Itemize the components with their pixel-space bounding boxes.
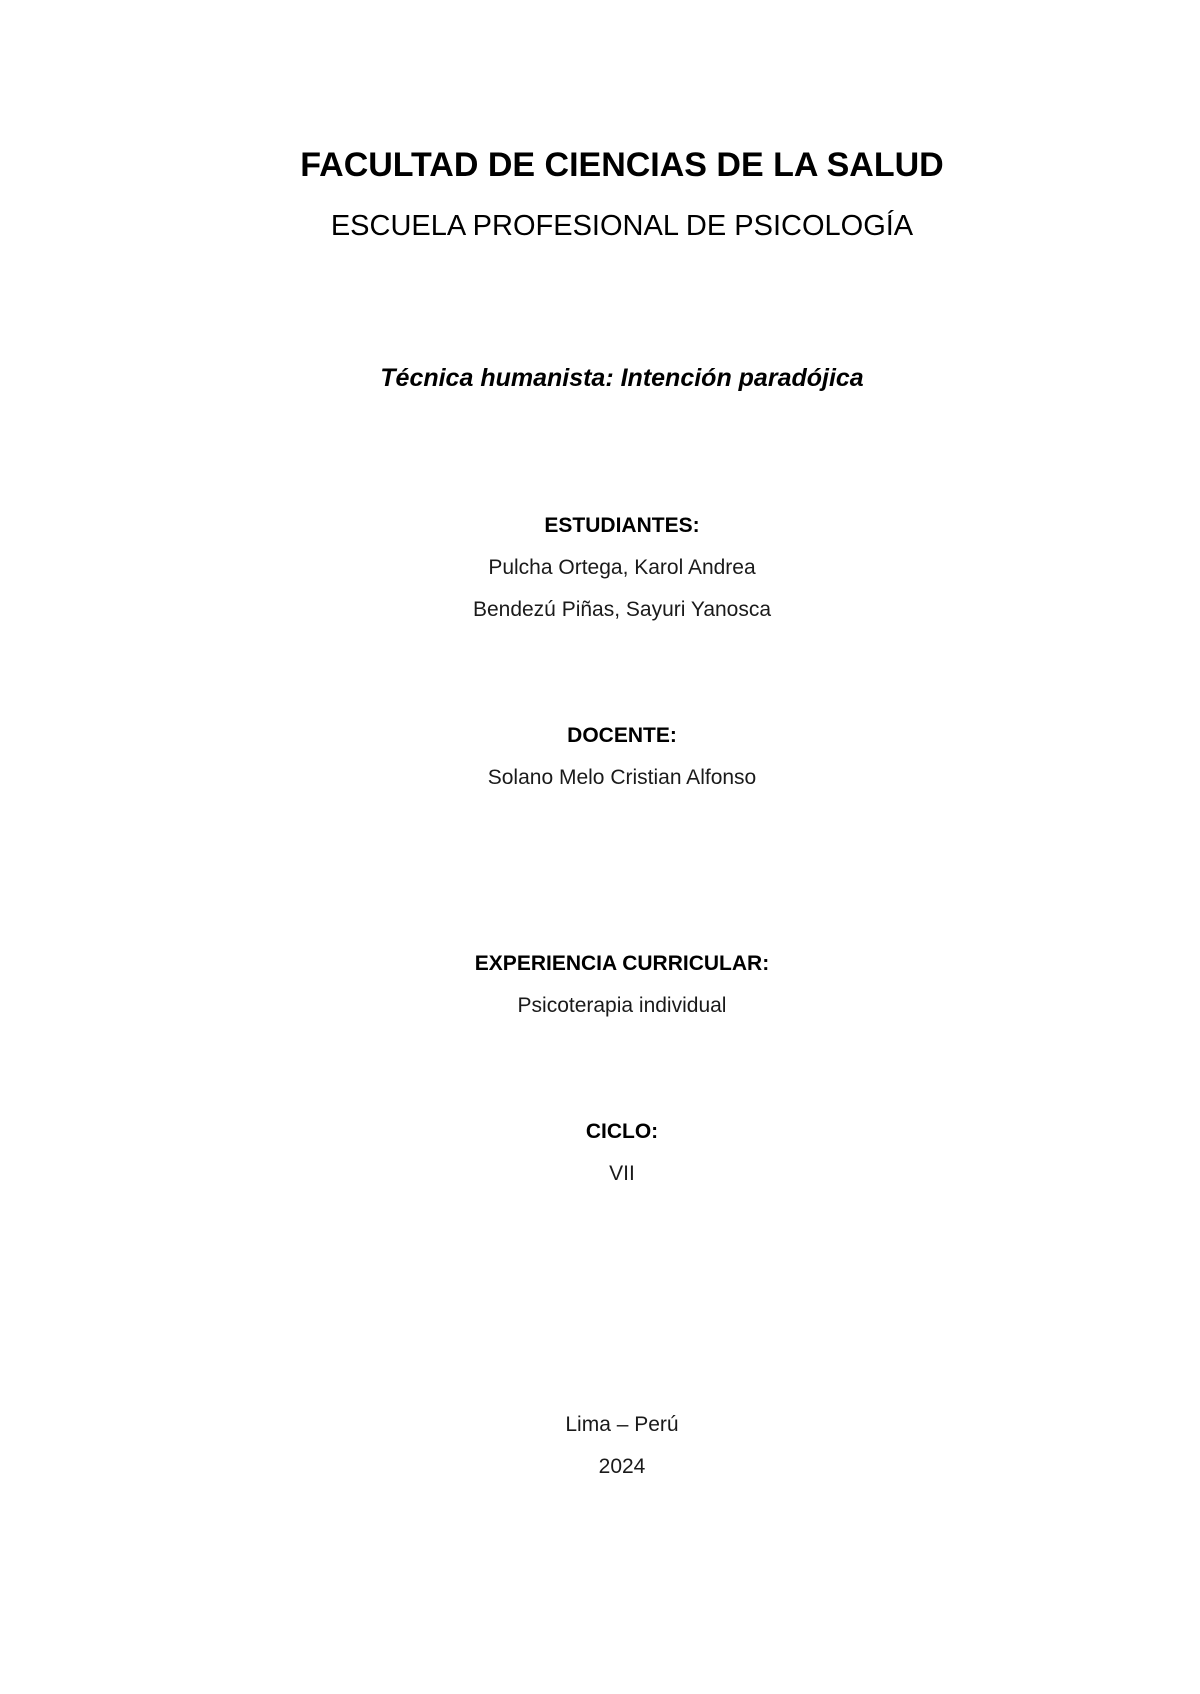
course-name: Psicoterapia individual [517, 994, 727, 1017]
year: 2024 [598, 1455, 646, 1478]
document-title: Técnica humanista: Intención paradójica [380, 364, 864, 392]
student-name: Pulcha Ortega, Karol Andrea [488, 556, 756, 579]
school-heading: ESCUELA PROFESIONAL DE PSICOLOGÍA [330, 210, 914, 242]
faculty-heading: FACULTAD DE CIENCIAS DE LA SALUD [300, 146, 944, 184]
cycle-value: VII [609, 1162, 635, 1185]
teacher-name: Solano Melo Cristian Alfonso [487, 766, 757, 789]
course-label: EXPERIENCIA CURRICULAR: [474, 952, 770, 975]
cycle-label: CICLO: [585, 1120, 659, 1143]
location: Lima – Perú [565, 1413, 679, 1436]
students-label: ESTUDIANTES: [544, 514, 700, 537]
teacher-label: DOCENTE: [567, 724, 677, 747]
student-name: Bendezú Piñas, Sayuri Yanosca [472, 598, 772, 621]
